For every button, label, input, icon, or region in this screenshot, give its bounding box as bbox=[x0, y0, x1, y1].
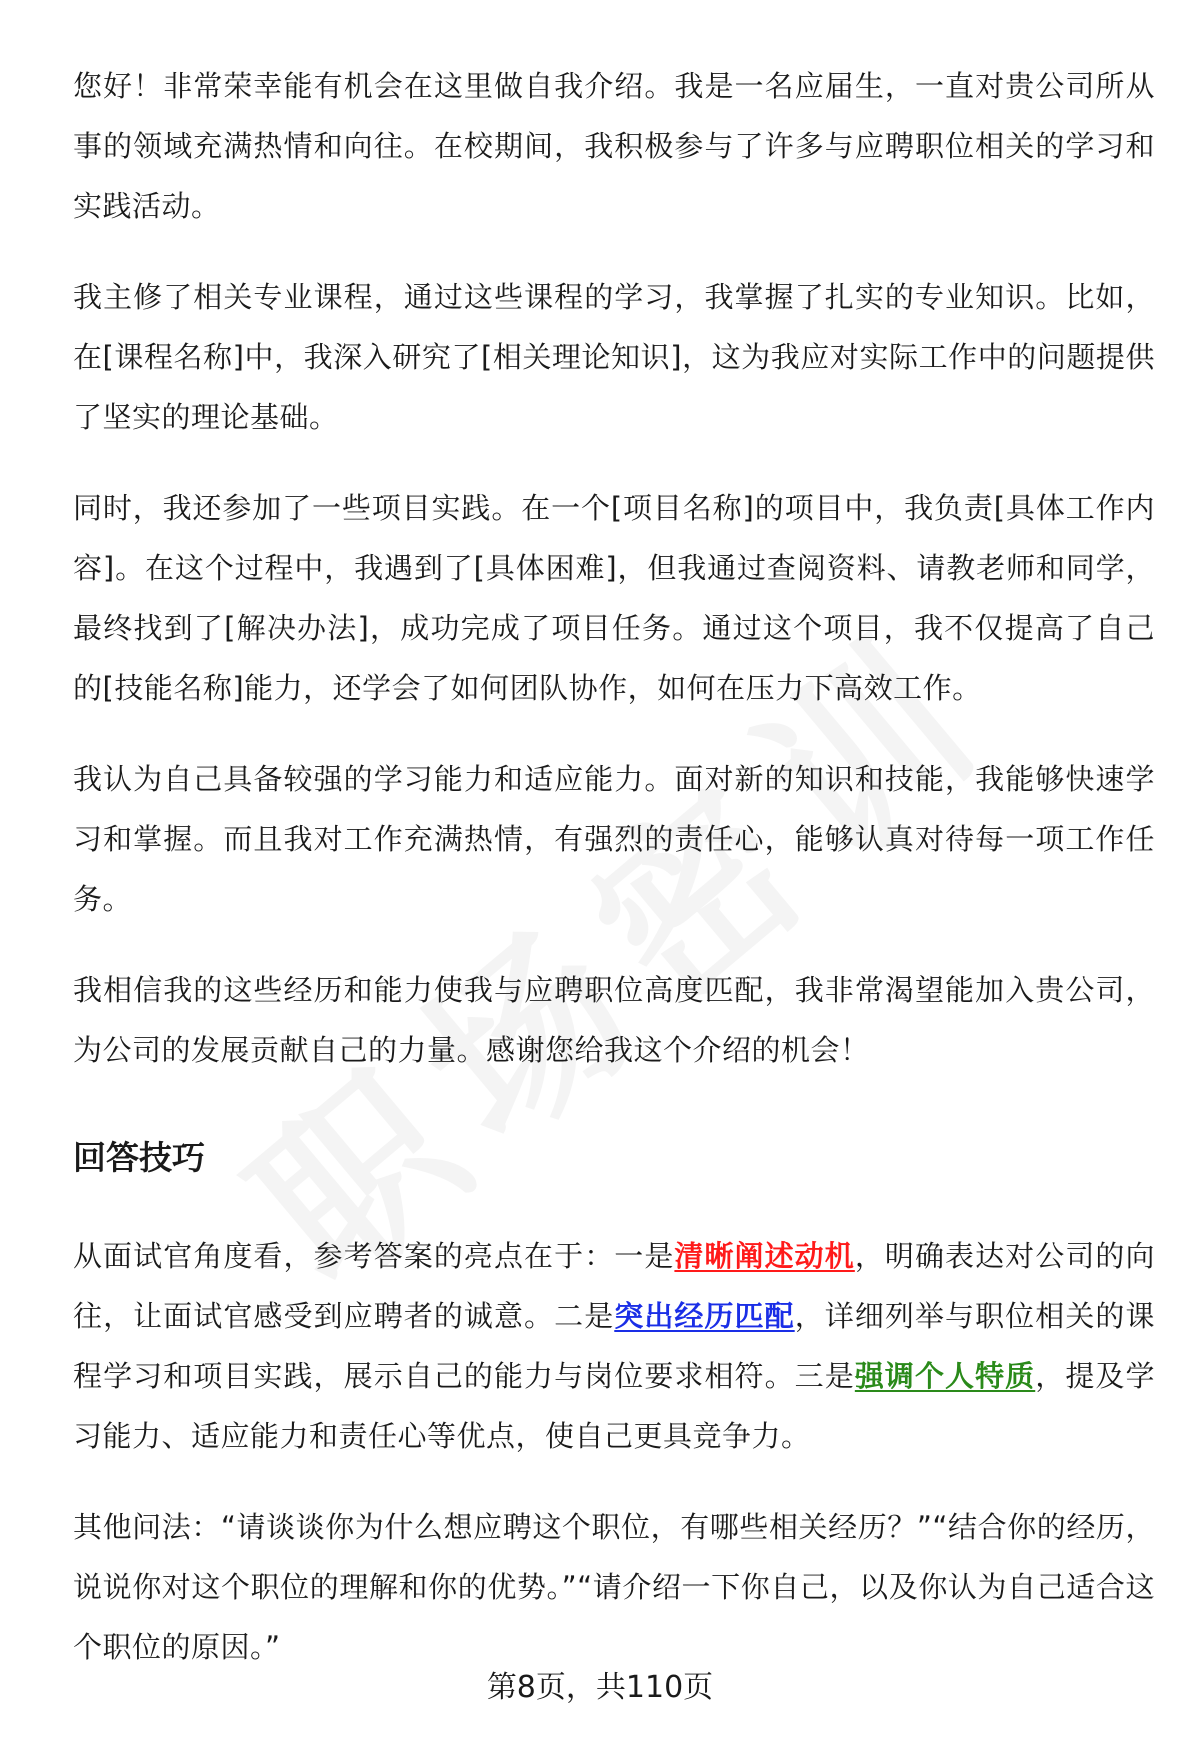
intro-paragraph-3: 同时，我还参加了一些项目实践。在一个[项目名称]的项目中，我负责[具体工作内容]。在这个过程中，我遇到了[具体困难]，但我通过查阅资料、请教老师和同学，最终找到了[解决办法]，成功完成了项目任务。通过这个项目，我不仅提高了自己的[技能名称]能力，还学会了如何团队协作，如何在压力下高效工作。 bbox=[73, 491, 1155, 705]
tips-text-a: 从面试官角度看，参考答案的亮点在于：一是 bbox=[73, 1239, 675, 1273]
intro-paragraph-5: 我相信我的这些经历和能力使我与应聘职位高度匹配，我非常渴望能加入贵公司，为公司的发展贡献自己的力量。感谢您给我这个介绍的机会！ bbox=[73, 973, 1155, 1067]
highlight-motivation: 清晰阐述动机 bbox=[674, 1239, 855, 1273]
highlight-personal-traits: 强调个人特质 bbox=[854, 1359, 1036, 1393]
tips-text-d: ，提及学习能力、适应能力和责任心等优点，使自己更具竞争力。 bbox=[73, 1359, 1155, 1453]
page-number: 第8页，共110页 bbox=[486, 1670, 714, 1705]
section-heading-tips: 回答技巧 bbox=[73, 1138, 205, 1177]
other-questions-paragraph: 其他问法：“请谈谈你为什么想应聘这个职位，有哪些相关经历？”“结合你的经历，说说你对这个职位的理解和你的优势。”“请介绍一下你自己，以及你认为自己适合这个职位的原因。” bbox=[73, 1510, 1155, 1664]
highlight-experience-match: 突出经历匹配 bbox=[614, 1299, 795, 1333]
intro-paragraph-1: 您好！非常荣幸能有机会在这里做自我介绍。我是一名应届生，一直对贵公司所从事的领域充满热情和向往。在校期间，我积极参与了许多与应聘职位相关的学习和实践活动。 bbox=[73, 69, 1155, 223]
tips-paragraph bbox=[73, 1226, 1155, 1466]
tips-text-b: ，明确表达对公司的向往，让面试官感受到应聘者的诚意。二是 bbox=[73, 1239, 1155, 1333]
intro-paragraph-4: 我认为自己具备较强的学习能力和适应能力。面对新的知识和技能，我能够快速学习和掌握。而且我对工作充满热情，有强烈的责任心，能够认真对待每一项工作任务。 bbox=[73, 762, 1155, 916]
intro-paragraph-2: 我主修了相关专业课程，通过这些课程的学习，我掌握了扎实的专业知识。比如，在[课程名称]中，我深入研究了[相关理论知识]，这为我应对实际工作中的问题提供了坚实的理论基础。 bbox=[73, 280, 1155, 434]
document-content bbox=[73, 56, 1155, 1708]
tips-text-c: ，详细列举与职位相关的课程学习和项目实践，展示自己的能力与岗位要求相符。三是 bbox=[73, 1299, 1155, 1393]
